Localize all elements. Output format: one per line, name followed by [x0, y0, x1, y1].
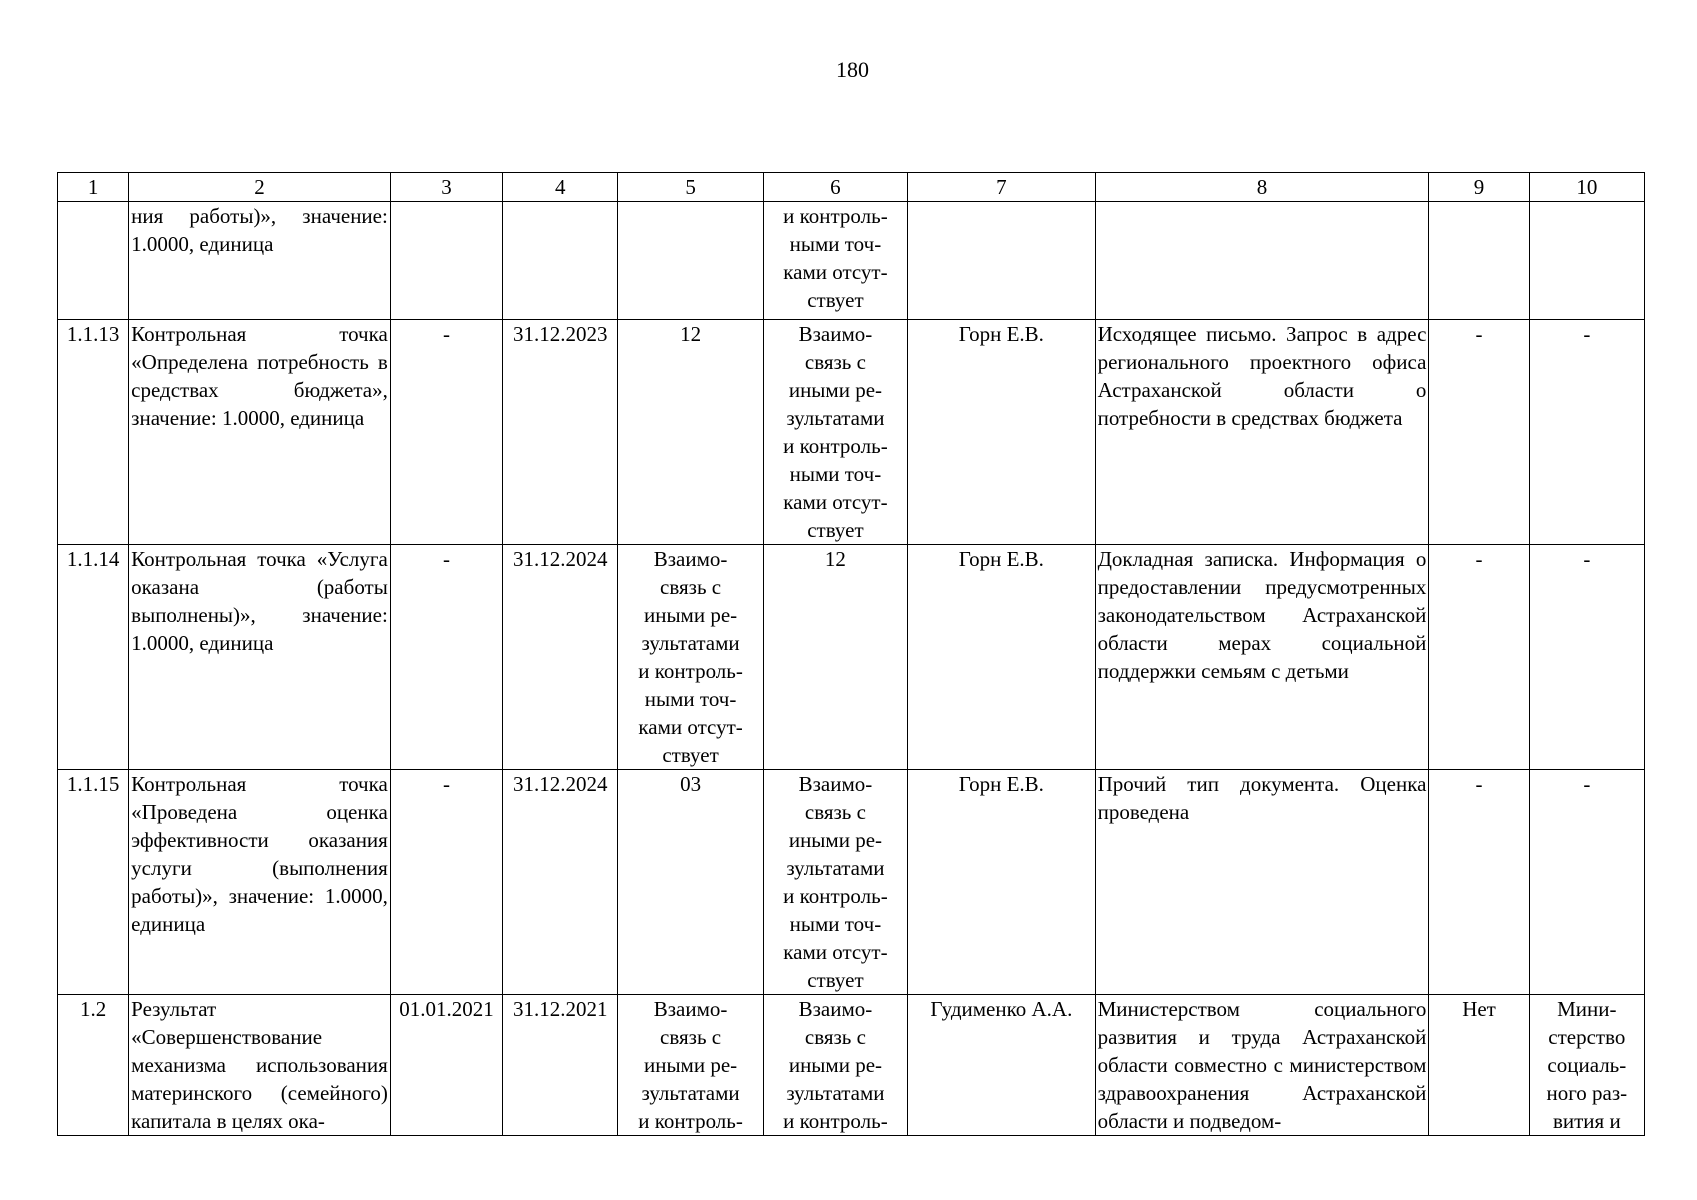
column-header-6: 6 — [763, 173, 907, 202]
row-end-date — [503, 545, 618, 770]
row-col10 — [1529, 202, 1644, 320]
column-header-8: 8 — [1095, 173, 1429, 202]
row-start-date — [390, 995, 502, 1136]
row-col5 — [618, 320, 763, 545]
row-col9 — [1429, 995, 1529, 1136]
row-col6 — [763, 320, 907, 545]
row-number-text: 1.1.13 — [66, 322, 120, 346]
column-header-4: 4 — [503, 173, 618, 202]
row-number — [58, 320, 129, 545]
row-start-date-text: - — [442, 772, 450, 796]
row-name-text: ния работы)», значение: 1.0000, единица — [131, 204, 388, 256]
row-col9 — [1429, 202, 1529, 320]
row-name — [129, 770, 391, 995]
row-col5-text: Взаимо- связь с иными ре- зультатами и контроль- — [638, 997, 743, 1133]
column-header-5: 5 — [618, 173, 763, 202]
row-start-date — [390, 770, 502, 995]
row-end-date — [503, 202, 618, 320]
row-col6 — [763, 545, 907, 770]
row-col6-text: Взаимо- связь с иными ре- зультатами и контроль- — [783, 997, 888, 1133]
row-number — [58, 545, 129, 770]
row-responsible — [908, 995, 1095, 1136]
row-name-text: Контрольная точка «Проведена оценка эффективности оказания услуги (выполнения работы)», значение: 1.0000, единица — [131, 772, 388, 936]
row-start-date — [390, 320, 502, 545]
row-col9-text: - — [1475, 772, 1483, 796]
row-end-date — [503, 320, 618, 545]
row-col10 — [1529, 545, 1644, 770]
row-col9 — [1429, 320, 1529, 545]
row-document — [1095, 770, 1429, 995]
table-row — [58, 770, 1645, 995]
table-row — [58, 202, 1645, 320]
row-number-text: 1.1.15 — [66, 772, 120, 796]
row-name-text: Контрольная точка «Услуга оказана (работы выполнены)», значение: 1.0000, единица — [131, 547, 388, 655]
column-header-2: 2 — [129, 173, 391, 202]
row-start-date-text: - — [442, 322, 450, 346]
column-header-3: 3 — [390, 173, 502, 202]
row-number — [58, 770, 129, 995]
row-start-date — [390, 545, 502, 770]
row-number — [58, 202, 129, 320]
row-document-text: Докладная записка. Информация о предоставлении предусмотренных законодательством Астраханской области мерах социальной поддержки семьям с детьми — [1097, 547, 1427, 683]
row-name-text: Результат «Совершенствование механизма использования материнского (семейного) капитала в целях ока- — [131, 997, 388, 1133]
row-responsible — [908, 202, 1095, 320]
row-document — [1095, 545, 1429, 770]
row-end-date-text: 31.12.2024 — [513, 547, 608, 571]
row-col6-text: Взаимо- связь с иными ре- зультатами и контроль- ными точ- ками отсут- ствует — [783, 772, 888, 992]
column-header-9: 9 — [1429, 173, 1529, 202]
row-start-date-text: 01.01.2021 — [399, 997, 494, 1021]
row-document — [1095, 320, 1429, 545]
row-number-text: 1.1.14 — [66, 547, 120, 571]
row-col6 — [763, 202, 907, 320]
row-col9-text: - — [1475, 322, 1483, 346]
row-name — [129, 320, 391, 545]
row-end-date — [503, 770, 618, 995]
header-row — [58, 173, 1645, 202]
column-header-1: 1 — [58, 173, 129, 202]
table-row — [58, 995, 1645, 1136]
row-col6-text: и контроль- ными точ- ками отсут- ствует — [783, 204, 888, 312]
row-responsible-text: Горн Е.В. — [958, 322, 1044, 346]
row-name — [129, 545, 391, 770]
row-col5 — [618, 202, 763, 320]
row-responsible — [908, 770, 1095, 995]
row-end-date-text: 31.12.2021 — [513, 997, 608, 1021]
control-points-table — [57, 172, 1645, 1136]
row-col5-text: 12 — [680, 322, 702, 346]
row-col10-text: - — [1583, 547, 1591, 571]
row-col5 — [618, 995, 763, 1136]
row-end-date — [503, 995, 618, 1136]
row-end-date-text: 31.12.2024 — [513, 772, 608, 796]
row-col10-text: Мини- стерство социаль- ного раз- вития и — [1546, 997, 1628, 1133]
row-col6 — [763, 770, 907, 995]
row-name — [129, 202, 391, 320]
row-col6-text: Взаимо- связь с иными ре- зультатами и контроль- ными точ- ками отсут- ствует — [783, 322, 888, 542]
row-document-text: Министерством социального развития и труда Астраханской области совместно с министерством здравоохранения Астраханской области и подведом- — [1097, 997, 1427, 1133]
row-col9-text: - — [1475, 547, 1483, 571]
row-col9-text: Нет — [1462, 997, 1496, 1021]
row-document — [1095, 202, 1429, 320]
column-header-10: 10 — [1529, 173, 1644, 202]
row-col6 — [763, 995, 907, 1136]
row-responsible — [908, 545, 1095, 770]
row-responsible-text: Гудименко А.А. — [930, 997, 1073, 1021]
row-col9 — [1429, 770, 1529, 995]
row-col6-text: 12 — [824, 547, 846, 571]
page-number: 180 — [836, 57, 869, 82]
row-document-text: Прочий тип документа. Оценка проведена — [1097, 772, 1427, 824]
row-col5-text: 03 — [680, 772, 702, 796]
row-col5 — [618, 770, 763, 995]
row-number-text: 1.2 — [79, 997, 107, 1021]
row-col5-text: Взаимо- связь с иными ре- зультатами и контроль- ными точ- ками отсут- ствует — [638, 547, 743, 767]
row-document-text: Исходящее письмо. Запрос в адрес регионального проектного офиса Астраханской области о потребности в средствах бюджета — [1097, 322, 1427, 430]
row-document — [1095, 995, 1429, 1136]
row-col5 — [618, 545, 763, 770]
table-row — [58, 320, 1645, 545]
row-col10-text: - — [1583, 322, 1591, 346]
row-responsible-text: Горн Е.В. — [958, 547, 1044, 571]
row-start-date-text: - — [442, 547, 450, 571]
column-header-7: 7 — [908, 173, 1095, 202]
row-start-date — [390, 202, 502, 320]
row-responsible-text: Горн Е.В. — [958, 772, 1044, 796]
row-name-text: Контрольная точка «Определена потребность в средствах бюджета», значение: 1.0000, единица — [131, 322, 388, 430]
row-end-date-text: 31.12.2023 — [513, 322, 608, 346]
row-col10 — [1529, 770, 1644, 995]
row-col9 — [1429, 545, 1529, 770]
table-row — [58, 545, 1645, 770]
row-responsible — [908, 320, 1095, 545]
row-number — [58, 995, 129, 1136]
row-col10 — [1529, 995, 1644, 1136]
row-name — [129, 995, 391, 1136]
row-col10-text: - — [1583, 772, 1591, 796]
row-col10 — [1529, 320, 1644, 545]
